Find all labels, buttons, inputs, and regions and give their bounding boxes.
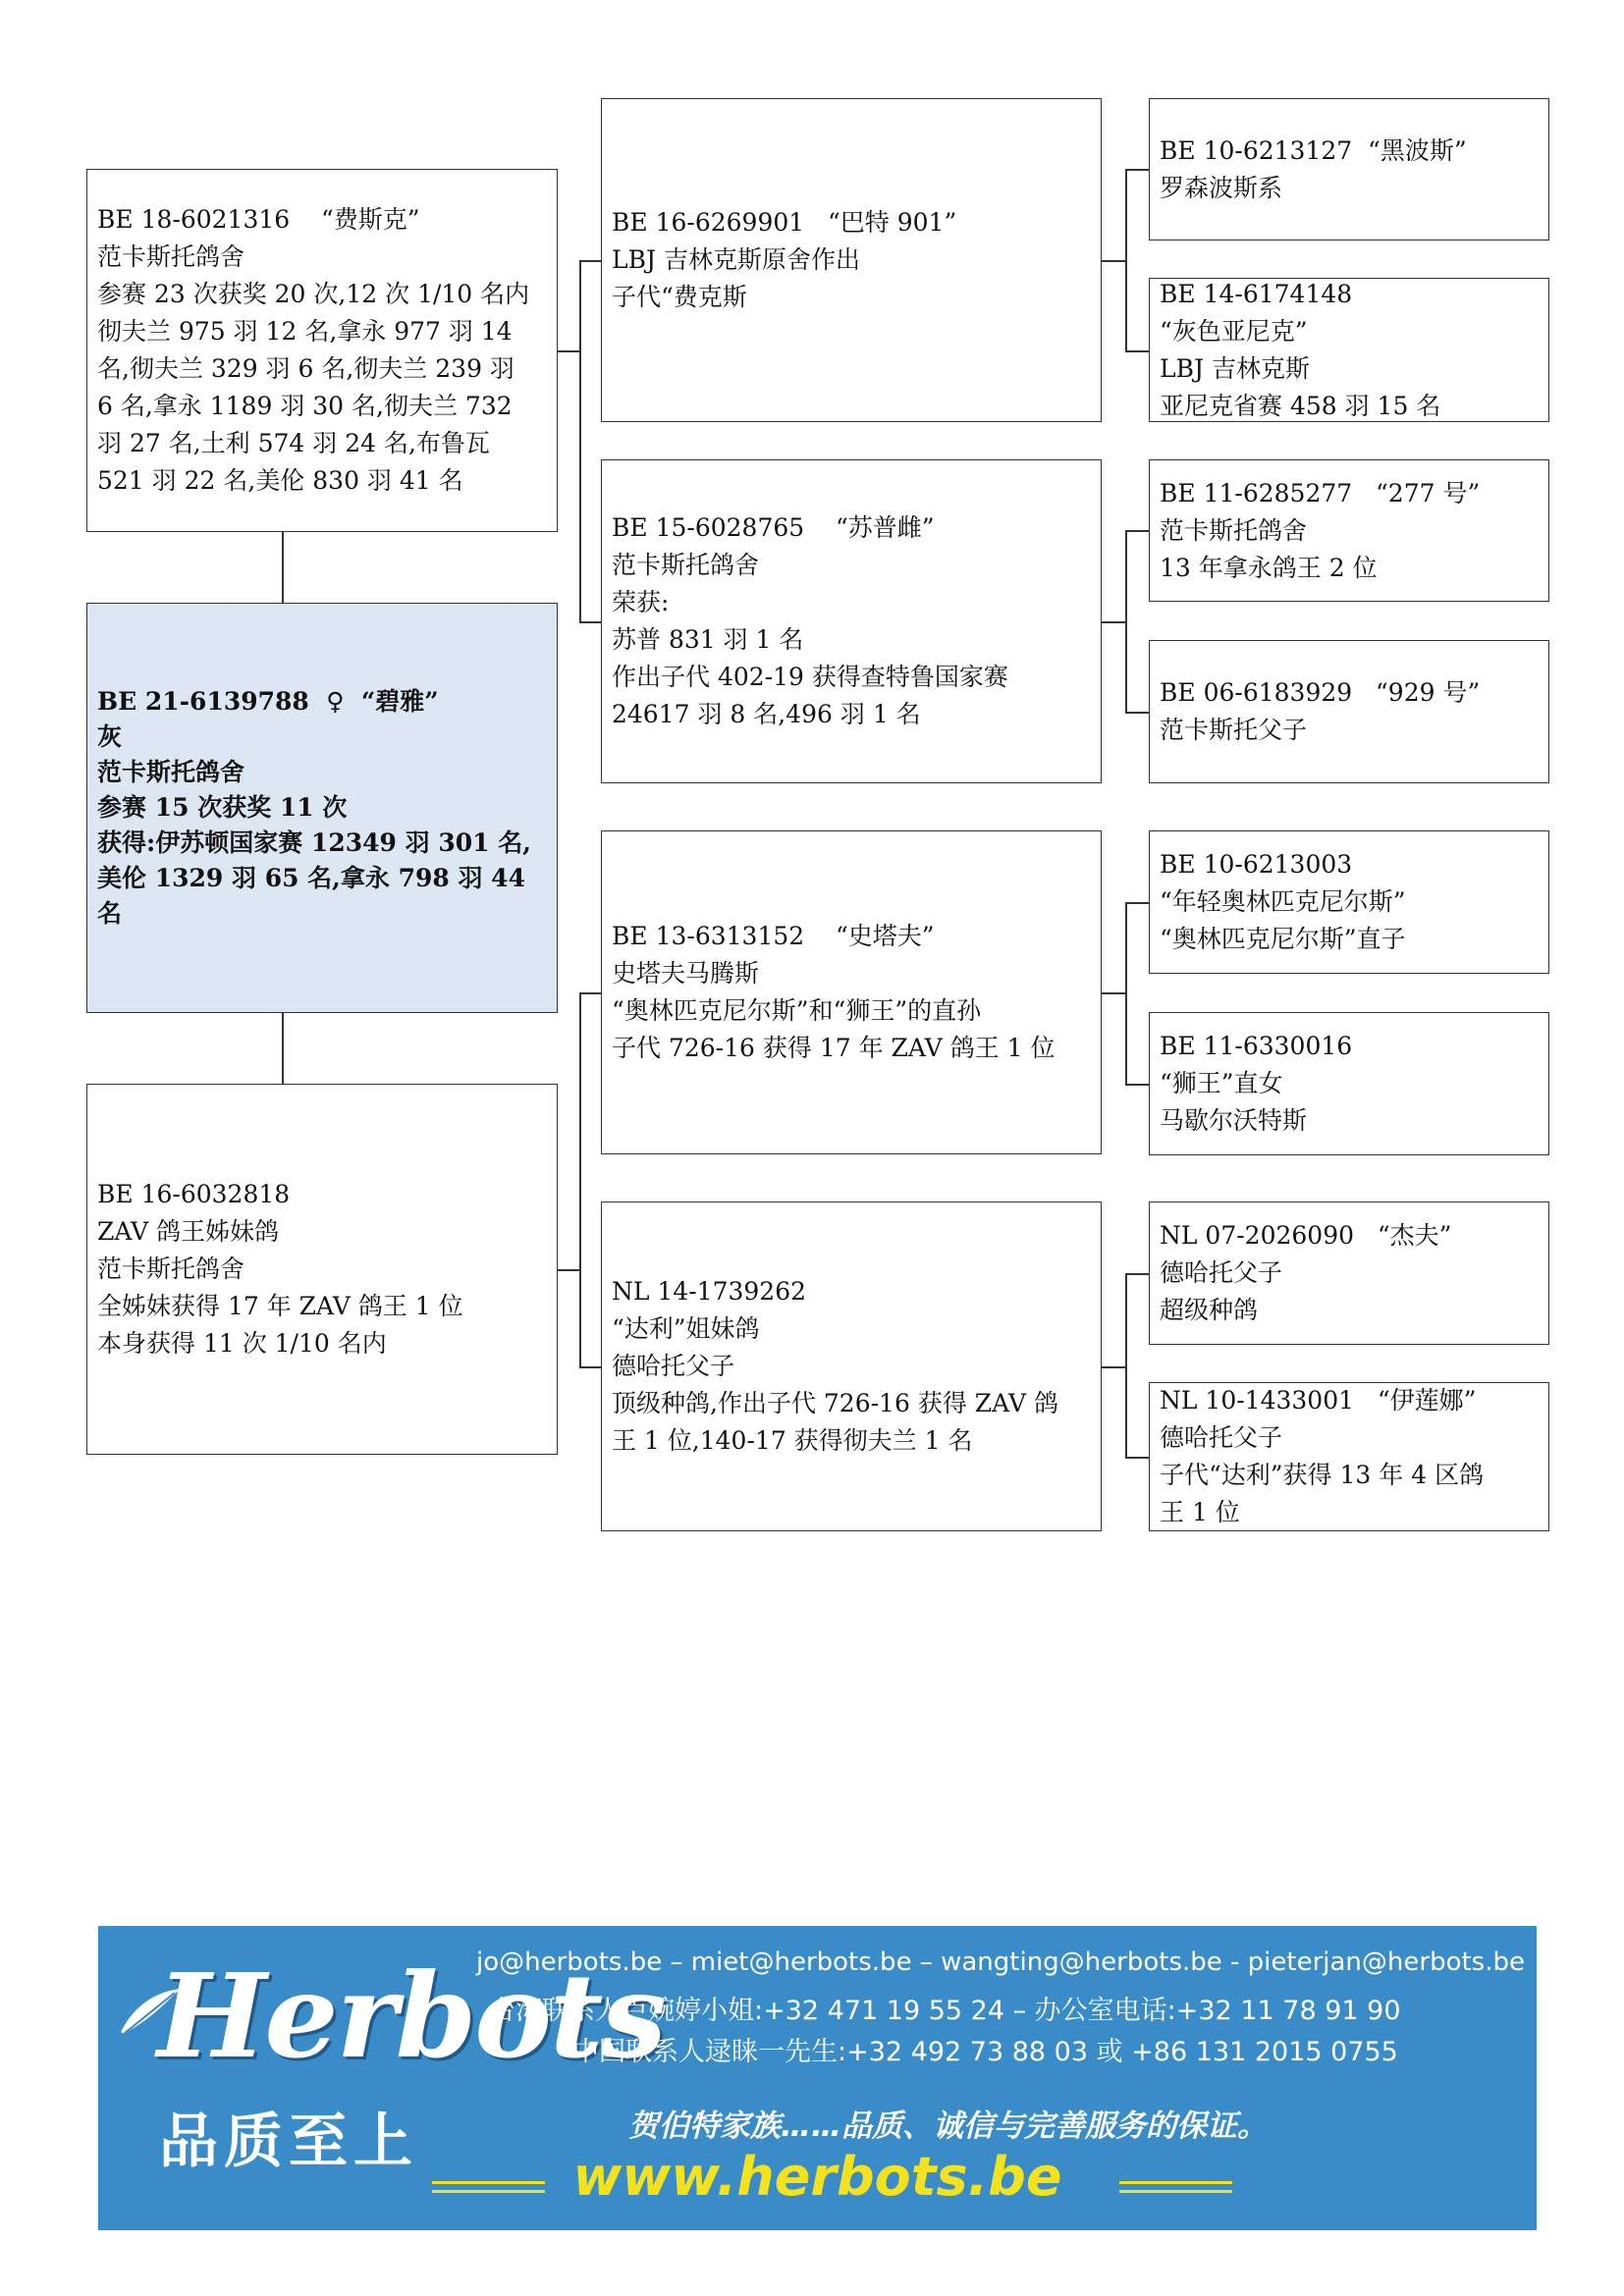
pedigree-line: BE 10-6213127 “黑波斯” <box>1160 135 1467 165</box>
pedigree-line: 范卡斯托鸽舍 <box>97 242 245 271</box>
pedigree-line: 获得:伊苏顿国家赛 12349 羽 301 名, <box>97 828 531 857</box>
pedigree-line: 德哈托父子 <box>1160 1423 1283 1452</box>
pedigree-line: BE 11-6285277 “277 号” <box>1160 478 1481 507</box>
pedigree-line: 马歇尔沃特斯 <box>1160 1106 1308 1135</box>
pedigree-line: 子代“达利”获得 13 年 4 区鸽 <box>1160 1461 1485 1489</box>
pedigree-line: 6 名,拿永 1189 羽 30 名,彻夫兰 732 <box>97 392 513 420</box>
pedigree-line: 范卡斯托鸽舍 <box>612 551 760 579</box>
pedigree-line: BE 13-6313152 “史塔夫” <box>612 922 935 950</box>
dam-dam-sire-card <box>1149 1201 1549 1345</box>
pedigree-line: LBJ 吉林克斯原舍作出 <box>612 245 860 274</box>
connector-line <box>282 1013 284 1084</box>
pedigree-line: 范卡斯托鸽舍 <box>97 758 245 786</box>
dam-card <box>86 1084 558 1455</box>
connector-line <box>1102 992 1125 994</box>
pedigree-line: BE 16-6032818 <box>97 1180 291 1208</box>
pedigree-line: BE 18-6021316 “费斯克” <box>97 205 420 234</box>
connector-line <box>1125 169 1127 350</box>
connector-line <box>1102 621 1125 623</box>
pedigree-line: BE 16-6269901 “巴特 901” <box>612 208 957 237</box>
pedigree-line: LBJ 吉林克斯 <box>1160 353 1310 383</box>
pedigree-line: 参赛 15 次获奖 11 次 <box>97 793 348 822</box>
slogan: 品质至上 <box>159 2108 418 2176</box>
dam-dam-dam-card <box>1149 1382 1549 1531</box>
connector-line <box>579 260 601 262</box>
dam-sire-dam-card <box>1149 1012 1549 1155</box>
dam-sire-sire-card <box>1149 830 1549 974</box>
pedigree-line: BE 15-6028765 “苏普雌” <box>612 513 935 542</box>
connector-line <box>1102 1366 1125 1368</box>
pedigree-line: 苏普 831 羽 1 名 <box>612 625 804 654</box>
connector-line <box>1125 350 1149 352</box>
connector-line <box>1125 902 1149 904</box>
connector-line <box>1125 169 1149 171</box>
pedigree-line: 史塔夫马腾斯 <box>612 959 760 988</box>
connector-line <box>1125 1084 1149 1086</box>
pedigree-line: 本身获得 11 次 1/10 名内 <box>97 1329 387 1358</box>
pedigree-line: 罗森波斯系 <box>1160 173 1283 202</box>
connector-line <box>1125 712 1149 714</box>
pedigree-line: 参赛 23 次获奖 20 次,12 次 1/10 名内 <box>97 280 530 308</box>
pedigree-line: 王 1 位 <box>1160 1498 1240 1526</box>
tagline: 贺伯特家族……品质、诚信与完善服务的保证。 <box>628 2109 1268 2144</box>
connector-line <box>558 350 579 352</box>
connector-line <box>579 260 581 621</box>
connector-line <box>1125 1273 1127 1457</box>
pedigree-line: 521 羽 22 名,美伦 830 羽 41 名 <box>97 466 463 495</box>
pedigree-line: 作出子代 402-19 获得查特鲁国家赛 <box>612 663 1008 691</box>
pedigree-line: “达利”姐妹鸽 <box>612 1314 760 1343</box>
connector-line <box>579 992 581 1366</box>
pedigree-line: 子代 726-16 获得 17 年 ZAV 鸽王 1 位 <box>612 1034 1056 1062</box>
pedigree-line: ZAV 鸽王姊妹鸽 <box>97 1217 280 1246</box>
pedigree-line: 灰 <box>97 722 123 751</box>
pedigree-line: 范卡斯托鸽舍 <box>1160 515 1308 545</box>
dam-sire-card <box>601 830 1102 1154</box>
sire-sire-dam-card <box>1149 278 1549 422</box>
pedigree-line: 美伦 1329 羽 65 名,拿永 798 羽 44 名 <box>97 864 534 928</box>
pedigree-line: 亚尼克省赛 458 羽 15 名 <box>1160 391 1441 420</box>
connector-line <box>1125 1457 1149 1459</box>
pedigree-line: BE 14-6174148 <box>1160 279 1353 308</box>
pedigree-line: 名,彻夫兰 329 羽 6 名,彻夫兰 239 羽 <box>97 354 514 383</box>
connector-line <box>558 1269 579 1271</box>
pedigree-line: 顶级种鸽,作出子代 726-16 获得 ZAV 鸽 <box>612 1389 1058 1417</box>
pedigree-line: 德哈托父子 <box>612 1352 735 1380</box>
taiwan-contact: 台湾联系人卢婉婷小姐:+32 471 19 55 24 – 办公室电话:+32 11 78 91 90 <box>489 1996 1401 2026</box>
connector-line <box>579 992 601 994</box>
sire-dam-dam-card <box>1149 640 1549 783</box>
pedigree-line: 全姊妹获得 17 年 ZAV 鸽王 1 位 <box>97 1292 463 1320</box>
pedigree-line: 子代“费克斯 <box>612 283 747 311</box>
website-link[interactable]: www.herbots.be <box>572 2146 1062 2208</box>
china-contact: 中国联系人逯睐一先生:+32 492 73 88 03 或 +86 131 2015 0755 <box>572 2037 1398 2067</box>
sire-dam-sire-card <box>1149 459 1549 602</box>
pedigree-line: BE 10-6213003 <box>1160 850 1353 879</box>
pedigree-line: BE 11-6330016 <box>1160 1032 1353 1060</box>
connector-line <box>1125 530 1127 712</box>
pedigree-line: 王 1 位,140-17 获得彻夫兰 1 名 <box>612 1426 973 1455</box>
pedigree-line: BE 06-6183929 “929 号” <box>1160 678 1481 707</box>
pedigree-line: “奥林匹克尼尔斯”和“狮王”的直孙 <box>612 996 982 1025</box>
connector-line <box>579 1366 601 1368</box>
connector-line <box>579 621 601 623</box>
footer-banner <box>98 1926 1537 2230</box>
sire-sire-card <box>601 98 1102 422</box>
connector-line <box>1125 530 1149 532</box>
pedigree-line: BE 21-6139788 ♀ “碧雅” <box>97 687 439 716</box>
pedigree-line: NL 10-1433001 “伊莲娜” <box>1160 1386 1477 1415</box>
pedigree-line: NL 07-2026090 “杰夫” <box>1160 1221 1452 1250</box>
pedigree-line: 范卡斯托鸽舍 <box>97 1255 245 1283</box>
pedigree-line: “灰色亚尼克” <box>1160 316 1308 346</box>
connector-line <box>1125 902 1127 1084</box>
connector-line <box>282 532 284 603</box>
dam-dam-card <box>601 1201 1102 1531</box>
divider-right <box>1119 2181 1232 2199</box>
pedigree-line: NL 14-1739262 <box>612 1277 807 1306</box>
email-contacts[interactable]: jo@herbots.be – miet@herbots.be – wangting@herbots.be - pieterjan@herbots.be <box>476 1948 1525 1977</box>
pedigree-line: “狮王”直女 <box>1160 1069 1283 1097</box>
sire-card <box>86 169 558 532</box>
pedigree-line: 超级种鸽 <box>1160 1296 1259 1324</box>
pedigree-line: 13 年拿永鸽王 2 位 <box>1160 553 1378 582</box>
connector-line <box>1102 260 1125 262</box>
pedigree-line: 彻夫兰 975 羽 12 名,拿永 977 羽 14 <box>97 317 513 346</box>
pedigree-line: 范卡斯托父子 <box>1160 716 1308 744</box>
pedigree-line: 荣获: <box>612 588 670 616</box>
sire-dam-card <box>601 459 1102 783</box>
pedigree-line: “年轻奥林匹克尼尔斯” <box>1160 887 1406 916</box>
pedigree-line: 24617 羽 8 名,496 羽 1 名 <box>612 700 921 728</box>
pedigree-line: “奥林匹克尼尔斯”直子 <box>1160 925 1406 953</box>
connector-line <box>1125 1273 1149 1275</box>
pedigree-line: 德哈托父子 <box>1160 1258 1283 1287</box>
pedigree-line: 羽 27 名,土利 574 羽 24 名,布鲁瓦 <box>97 429 490 457</box>
sire-sire-sire-card <box>1149 98 1549 240</box>
herbots-logo: Herbots <box>157 1948 665 2084</box>
subject-card <box>86 603 558 1013</box>
